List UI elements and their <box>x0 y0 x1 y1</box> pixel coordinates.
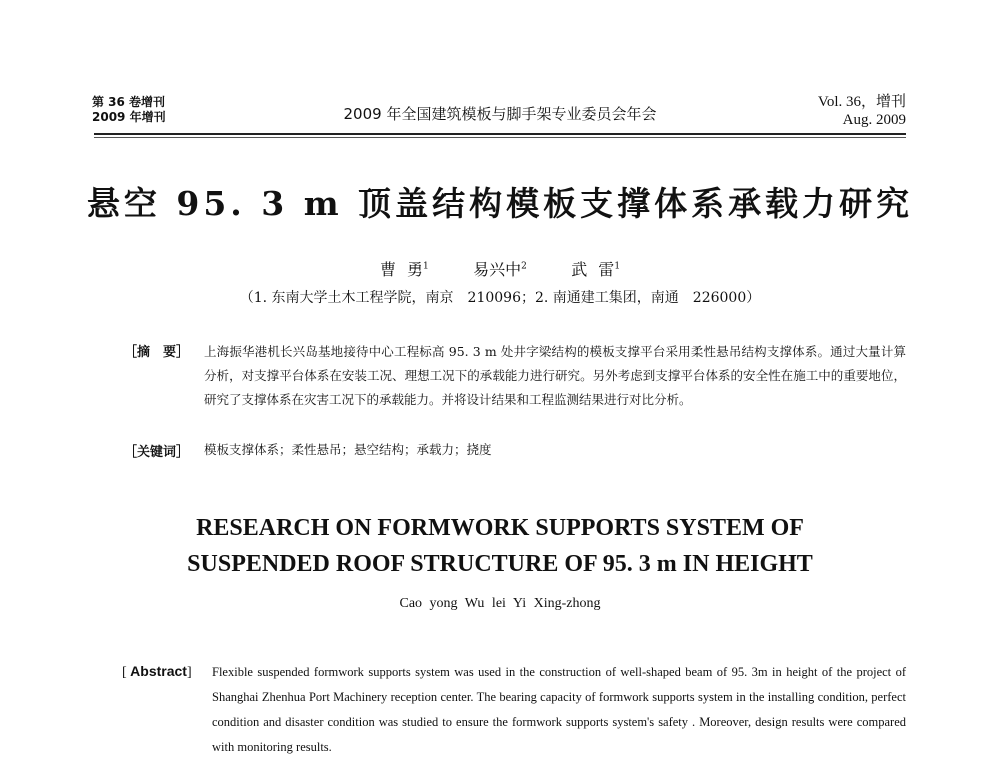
keywords-text-cn: 模板支撑体系；柔性悬吊；悬空结构；承载力；挠度 <box>204 442 492 457</box>
journal-volume-en <box>818 93 906 129</box>
authors-cn <box>0 257 1000 280</box>
abstract-text-en: Flexible suspended formwork supports system was used in the construction of well-shaped beam of 95. 3m in height of the project of Shanghai Zhenhua Port Machinery reception center. The bearing capacity of formwork supports system in the installing condition, perfect condition and disaster condition was studied to ensure the formwork supports system's safety . Moreover, design results were compared with monitoring results. <box>212 665 906 754</box>
volume-line-2: 2009 年增刊 <box>92 110 166 124</box>
volume-line-1: 第 36 卷增刊 <box>92 95 166 109</box>
title-en-line-2: SUSPENDED ROOF STRUCTURE OF 95. 3 m IN HEIGHT <box>187 551 813 577</box>
abstract-label-cn: ［摘 要］ <box>124 345 190 360</box>
conference-name: 2009 年全国建筑模板与脚手架专业委员会年会 <box>343 105 657 123</box>
author-1: 曹 勇$^1$ <box>379 260 429 279</box>
title-en-line-1: RESEARCH ON FORMWORK SUPPORTS SYSTEM OF <box>196 515 804 541</box>
paper-title-cn: 悬空 95. 3 m 顶盖结构模板支撑体系承载力研究 <box>86 184 914 223</box>
abstract-label-en: [ Abstract] <box>122 663 192 680</box>
header-rule-thin <box>94 137 906 138</box>
keywords-label-cn: ［关键词］ <box>124 445 190 460</box>
abstract-text-cn: 上海振华港机长兴岛基地接待中心工程标高 95. 3 m 处井字梁结构的模板支撑平台采用柔性悬吊结构支撑体系。通过大量计算分析，对支撑平台体系在安装工况、理想工况下的承载能力进行研究。另外考虑到支撑平台体系的安全性在施工中的重要地位，研究了支撑体系在灾害工况下的承载能力。并将设计结果和工程监测结果进行对比分析。 <box>204 344 906 407</box>
volume-en-line-2: Aug. 2009 <box>842 112 906 128</box>
author-2: 易兴中$^2$ <box>473 260 527 279</box>
author-3: 武 雷$^1$ <box>571 260 621 279</box>
paper-title-en <box>0 510 1000 582</box>
authors-en: Cao yong Wu lei Yi Xing-zhong <box>399 596 601 611</box>
volume-en-line-1: Vol. 36，增刊 <box>817 94 906 110</box>
header-rule-thick <box>94 133 906 135</box>
affiliations-cn: （1. 东南大学土木工程学院，南京 210096；2. 南通建工集团，南通 226000） <box>239 290 761 306</box>
